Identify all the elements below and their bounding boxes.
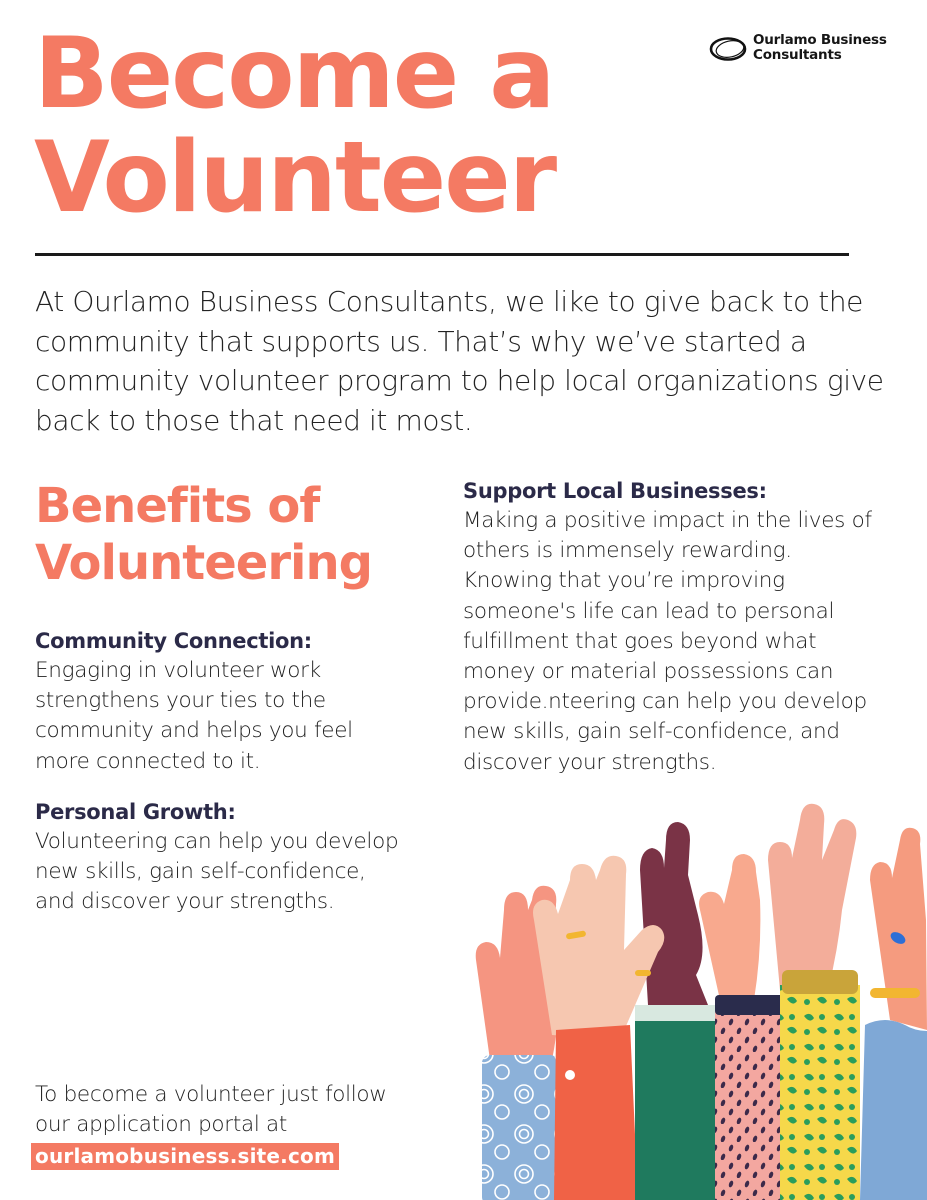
logo-wordmark: [753, 33, 887, 63]
benefits-heading-line-1: Benefits of: [35, 478, 320, 534]
orbit-ring-icon: [708, 36, 750, 62]
benefit-heading: Community Connection:: [35, 629, 312, 653]
benefit-heading: Support Local Businesses:: [463, 479, 767, 503]
hand-dark: [640, 822, 710, 1010]
intro-paragraph: At Ourlamo Business Consultants, we like to give back to the community that supports us. That’s why we’ve started a community volunteer program to help local organizations give back to those that need it most.: [35, 285, 884, 437]
title-line-1: Become a: [34, 17, 554, 131]
call-to-action: [35, 1080, 415, 1170]
sleeve-green: [635, 1005, 717, 1200]
company-logo: [708, 33, 908, 67]
benefit-personal-growth: [35, 797, 405, 918]
benefit-heading: Personal Growth:: [35, 800, 236, 824]
benefits-heading-line-2: Volunteering: [35, 535, 373, 591]
sleeve-yellow-leaf: [780, 970, 860, 1200]
benefit-body: Volunteering can help you develop new skills, gain self-confidence, and discover your strengths.: [35, 829, 399, 915]
hand-orange-right: [870, 828, 927, 1030]
benefit-body: Making a positive impact in the lives of others is immensely rewarding. Knowing that you’re improving someone's life can lead to personal fulfillment that goes beyond what money or material possessions can provide.nteering can help you develop new skills, gain self-confidence, and discover your strengths.: [463, 508, 872, 775]
logo-line-1: Ourlamo Business: [753, 32, 887, 48]
title-line-2: Volunteer: [34, 121, 556, 235]
hand-peach-back: [768, 804, 856, 990]
application-portal-link[interactable]: ourlamobusiness.site.com: [31, 1143, 339, 1170]
benefits-heading: [35, 478, 372, 592]
benefit-body: Engaging in volunteer work strengthens your ties to the community and helps you feel more connected to it.: [35, 658, 353, 774]
benefit-support-local-businesses: [463, 476, 878, 778]
raised-hands-illustration: [470, 800, 927, 1200]
header-divider: [35, 253, 849, 256]
cta-text: To become a volunteer just follow our application portal at: [35, 1082, 387, 1137]
benefit-community-connection: [35, 626, 405, 777]
page-title: [34, 17, 556, 235]
logo-line-2: Consultants: [753, 47, 842, 63]
